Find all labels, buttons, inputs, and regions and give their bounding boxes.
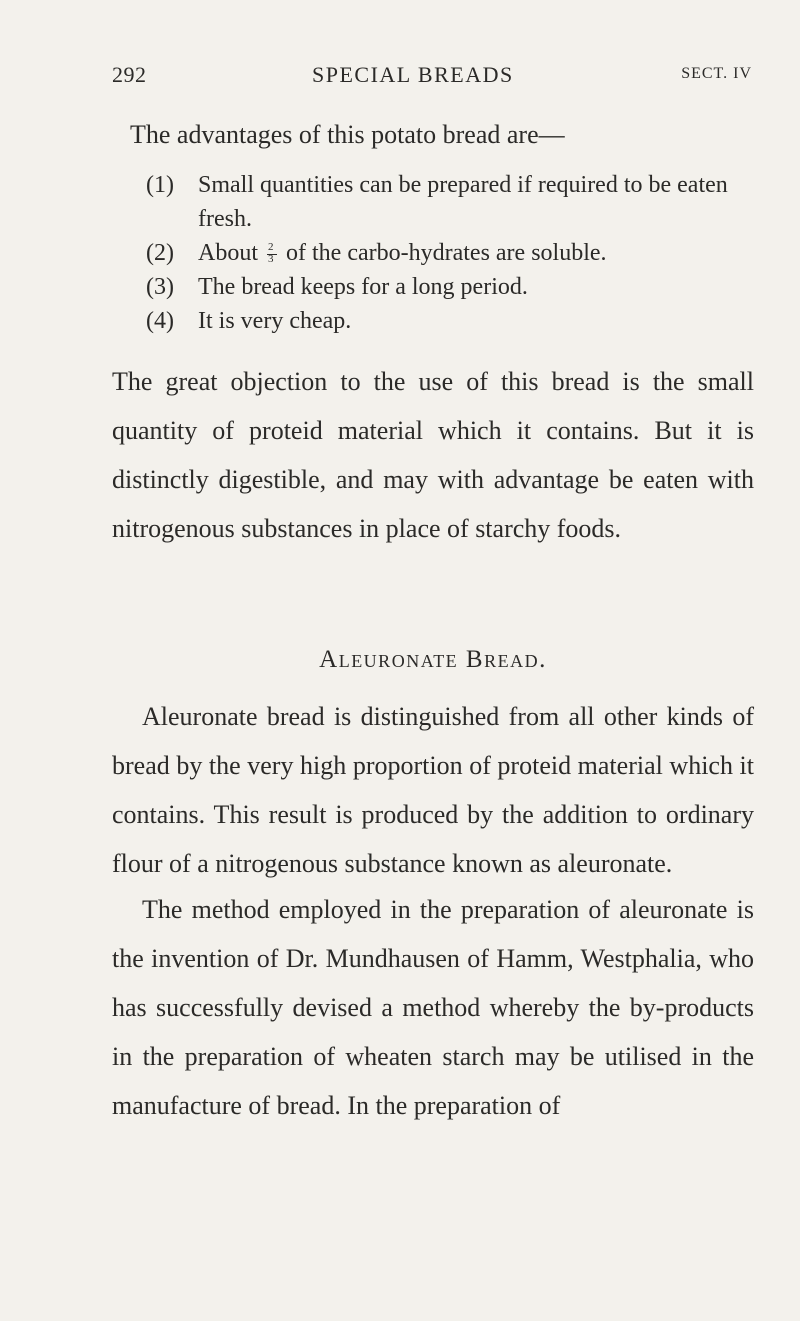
list-item [146,168,746,236]
list-item-number: (3) [146,274,174,300]
paragraph-objection: The great objection to the use of this bread is the small quantity of proteid material which it contains. But it is distinctly digestible, and may with advantage be eaten with nitrogenous substances in place of starchy foods. [112,367,754,543]
list-item [146,236,746,270]
paragraph-method: The method employed in the preparation of aleuronate is the invention of Dr. Mundhausen of Hamm, Westphalia, who has successfully devised a method whereby the by-products in the preparation of wheaten starch may be utilised in the manufacture of bread. In the preparation of [112,895,754,1120]
list-intro: The advantages of this potato bread are— [130,120,565,149]
section-heading: Aleuronate Bread. [319,646,547,673]
list-item-number: (4) [146,308,174,334]
fraction-numerator: 2 [268,241,274,254]
list-item-text: It is very cheap. [198,308,352,334]
list-item-text: The bread keeps for a long period. [198,274,528,300]
fraction [267,241,277,266]
list-item-text-after: of the carbo-hydrates are soluble. [286,240,607,266]
advantages-list [146,168,746,338]
list-item-number: (2) [146,240,174,266]
page-number: 292 [112,62,147,87]
list-item-number: (1) [146,172,174,198]
paragraph-aleuronate-intro: Aleuronate bread is distinguished from all other kinds of bread by the very high proportion of proteid material which it contains. This result is produced by the addition to ordinary flour of a nitrogenous substance known as aleuronate. [112,702,754,878]
running-head [112,62,752,92]
fraction-denominator: 3 [268,253,274,266]
list-item [146,270,746,304]
list-item [146,304,746,338]
running-title: SPECIAL BREADS [312,62,514,87]
section-reference: SECT. IV [681,65,752,82]
list-item-text: Small quantities can be prepared if required to be eaten fresh. [198,172,728,232]
list-item-text-before: About [198,240,258,266]
